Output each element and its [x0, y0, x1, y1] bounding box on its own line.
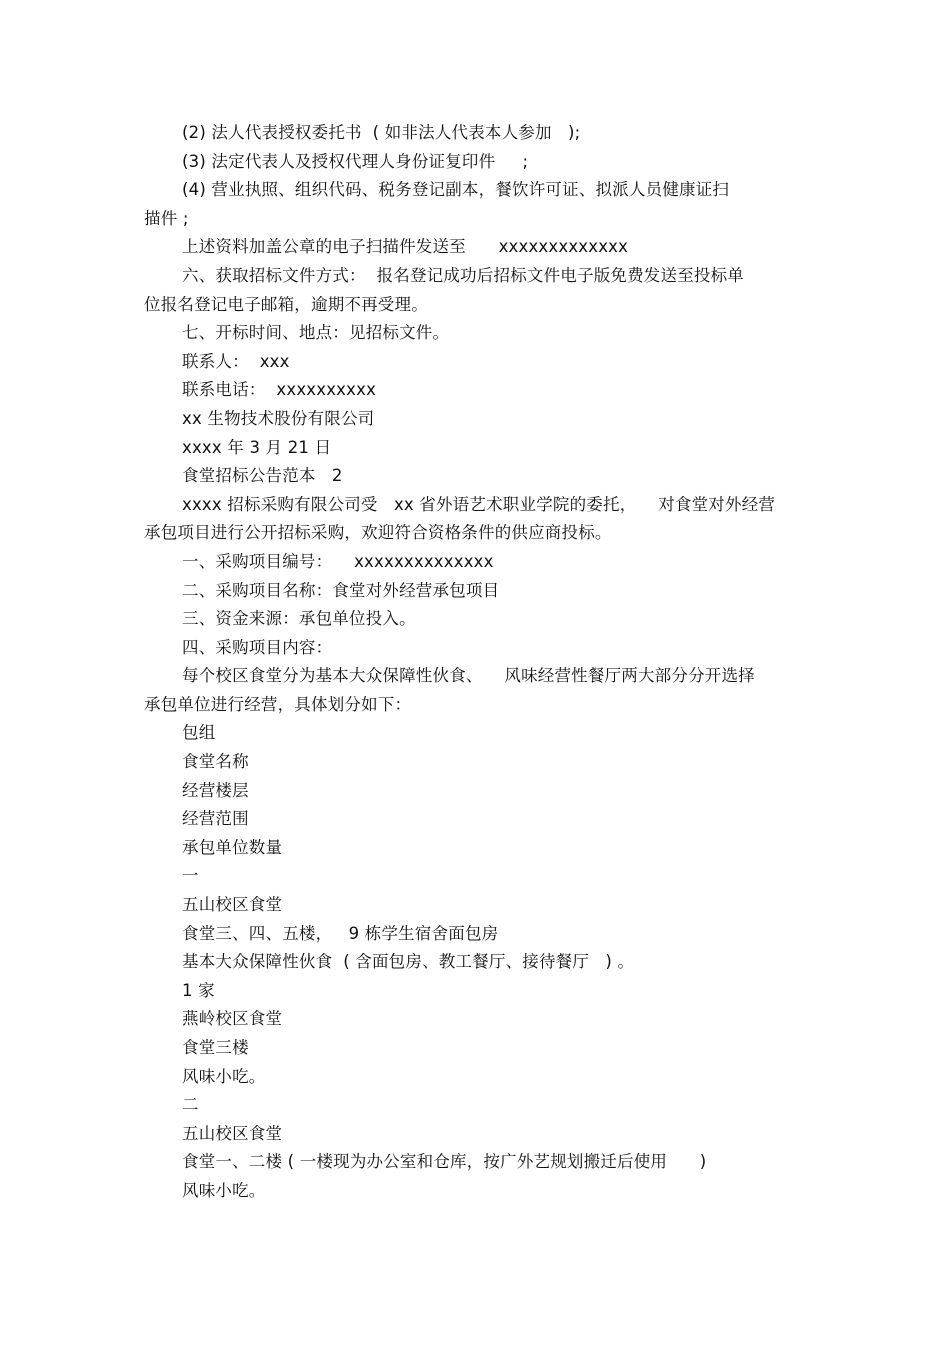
text-line: (3) 法定代表人及授权代理人身份证复印件 ; [182, 151, 529, 171]
text-line: 位报名登记电子邮箱，逾期不再受理。 [144, 294, 428, 314]
text-line: 食堂三楼 [182, 1038, 249, 1057]
text-line: 联系人： xxx [182, 351, 290, 371]
text-line: 承包项目进行公开招标采购，欢迎符合资格条件的供应商投标。 [144, 523, 612, 543]
text-line: xx 生物技术股份有限公司 [182, 408, 375, 428]
text-line: (2) 法人代表授权委托书 ( 如非法人代表本人参加 ); [182, 123, 581, 142]
text-line: 风味小吃。 [182, 1066, 266, 1086]
text-line: 食堂招标公告范本 2 [182, 466, 343, 486]
text-line: 二 [182, 1095, 199, 1115]
text-line: 包组 [182, 723, 216, 743]
text-line: 四、采购项目内容： [182, 637, 333, 657]
document-body [144, 119, 804, 1206]
text-line: 食堂一、二楼 ( 一楼现为办公室和仓库，按广外艺规划搬迁后使用 ) [182, 1152, 707, 1172]
text-line: 三、资金来源：承包单位投入。 [182, 609, 416, 629]
text-line: 燕岭校区食堂 [182, 1009, 283, 1029]
text-line: 承包单位进行经营，具体划分如下： [144, 694, 412, 714]
text-line: 六、获取招标文件方式： 报名登记成功后招标文件电子版免费发送至投标单 [182, 265, 744, 285]
text-line: 风味小吃。 [182, 1180, 266, 1200]
text-line: (4) 营业执照、组织代码、税务登记副本，餐饮许可证、拟派人员健康证扫 [182, 180, 730, 200]
text-line: 二、采购项目名称：食堂对外经营承包项目 [182, 580, 500, 600]
text-line: 五山校区食堂 [182, 895, 283, 915]
text-line: 一 [182, 866, 199, 886]
text-line: xxxx 年 3 月 21 日 [182, 437, 332, 457]
text-line: 1 家 [182, 980, 215, 1000]
text-line: 食堂名称 [182, 752, 249, 772]
text-line: 五山校区食堂 [182, 1123, 283, 1143]
text-line: xxxx 招标采购有限公司受 xx 省外语艺术职业学院的委托， 对食堂对外经营 [182, 494, 776, 514]
text-line: 承包单位数量 [182, 837, 283, 857]
text-line: 基本大众保障性伙食 ( 含面包房、教工餐厅、接待餐厅 ) 。 [182, 952, 635, 972]
text-line: 经营范围 [182, 809, 249, 829]
text-line: 七、开标时间、地点：见招标文件。 [182, 323, 450, 343]
text-line: 食堂三、四、五楼， 9 栋学生宿舍面包房 [182, 923, 499, 943]
text-line: 联系电话： xxxxxxxxxx [182, 380, 377, 400]
text-line: 一、采购项目编号： xxxxxxxxxxxxxx [182, 551, 494, 571]
text-line: 每个校区食堂分为基本大众保障性伙食、 风味经营性餐厅两大部分分开选择 [182, 666, 755, 686]
text-line: 经营楼层 [182, 780, 249, 800]
text-line: 上述资料加盖公章的电子扫描件发送至 xxxxxxxxxxxxx [182, 237, 629, 257]
text-line: 描件 ; [144, 208, 189, 228]
